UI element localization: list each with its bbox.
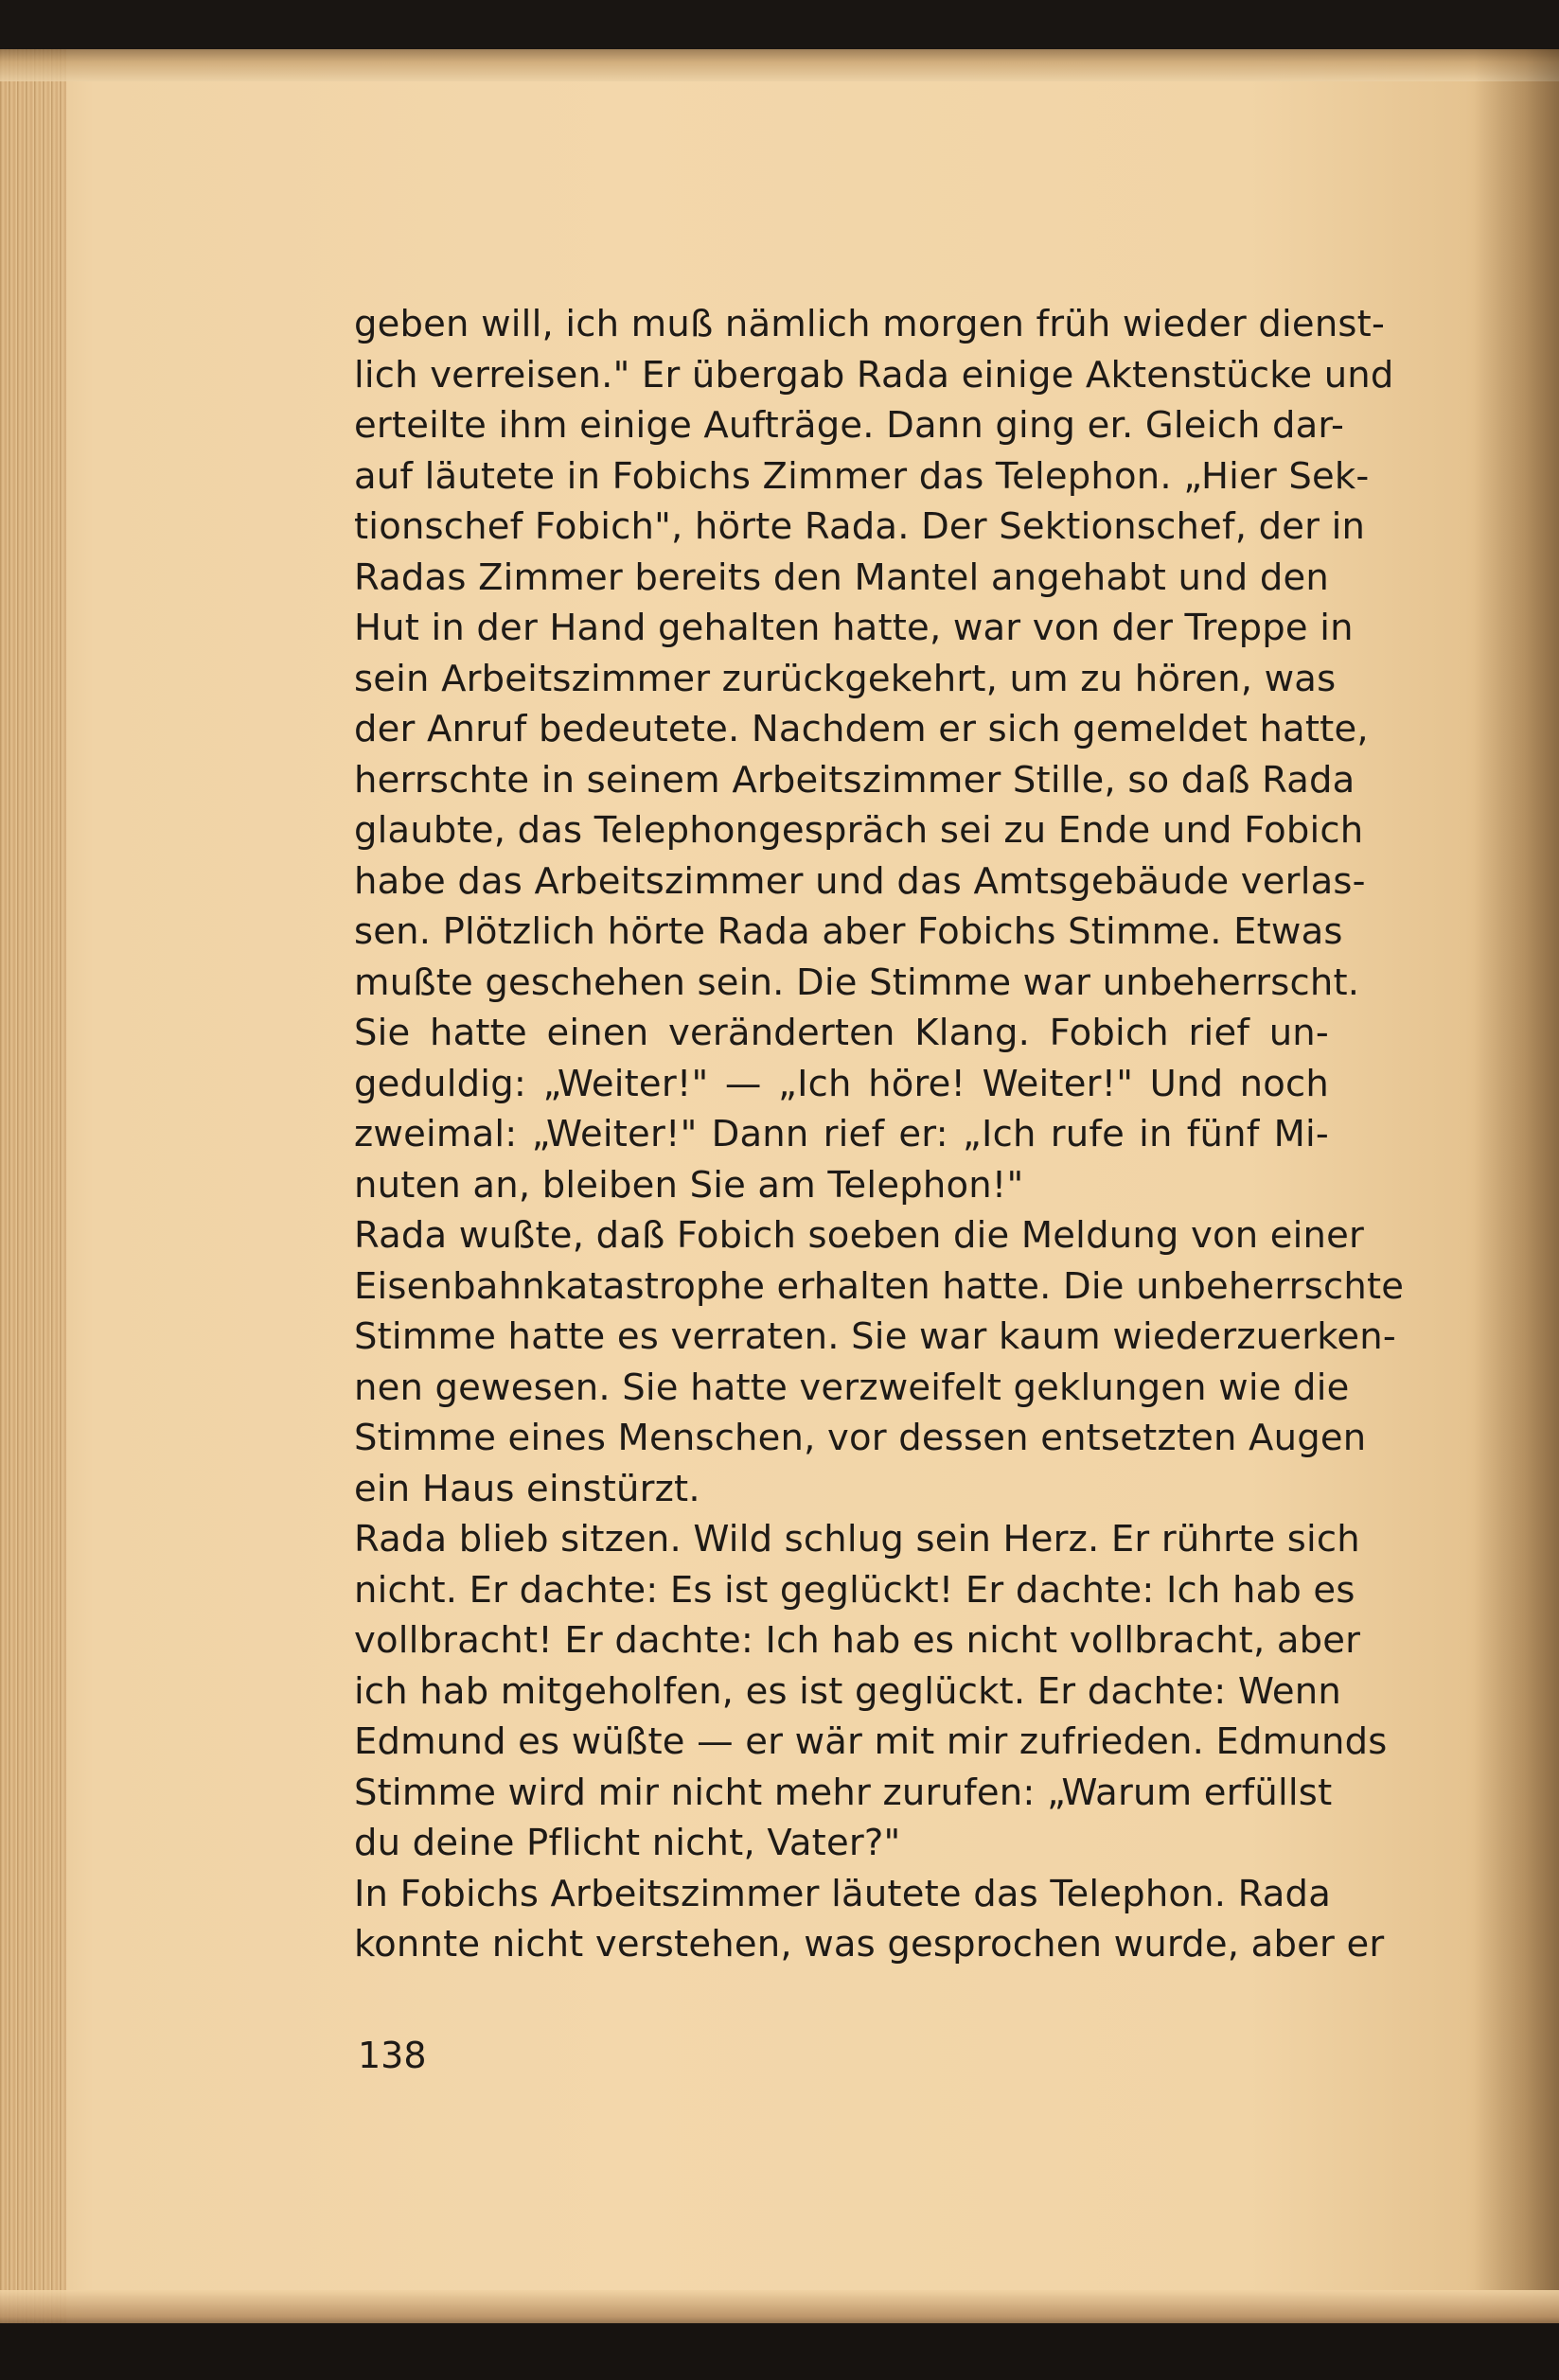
text-line: Rada wußte, daß Fobich soeben die Meldung von einer [354, 1214, 1365, 1257]
text-line: der Anruf bedeutete. Nachdem er sich gemeldet hatte, [354, 708, 1369, 750]
text-line: Rada blieb sitzen. Wild schlug sein Herz. Er rührte sich [354, 1518, 1360, 1560]
page-bottom-shadow [0, 2290, 1559, 2328]
text-line: nicht. Er dachte: Es ist geglückt! Er dachte: Ich hab es [354, 1568, 1355, 1612]
text-line: nuten an, bleiben Sie am Telephon!" [354, 1163, 1024, 1207]
text-line: Radas Zimmer bereits den Mantel angehabt und den [354, 555, 1329, 599]
text-line: mußte geschehen sein. Die Stimme war unbeherrscht. [354, 961, 1360, 1004]
page-number: 138 [358, 2035, 427, 2076]
text-line: Stimme hatte es verraten. Sie war kaum wiederzuerken- [354, 1315, 1396, 1358]
body-text [354, 299, 1405, 1970]
text-line: erteilte ihm einige Aufträge. Dann ging er. Gleich dar- [354, 404, 1345, 447]
text-line: zweimal: „Weiter!" Dann rief er: „Ich rufe in fünf Mi- [354, 1113, 1329, 1155]
text-line: Hut in der Hand gehalten hatte, war von der Treppe in [354, 607, 1354, 649]
text-line: Edmund es wüßte — er wär mit mir zufrieden. Edmunds [354, 1720, 1388, 1763]
text-line: sen. Plötzlich hörte Rada aber Fobichs Stimme. Etwas [354, 910, 1343, 953]
text-line: auf läutete in Fobichs Zimmer das Telephon. „Hier Sek- [354, 454, 1370, 498]
text-line: nen gewesen. Sie hatte verzweifelt geklungen wie die [354, 1366, 1350, 1409]
text-line: In Fobichs Arbeitszimmer läutete das Telephon. Rada [354, 1872, 1331, 1915]
text-line: geben will, ich muß nämlich morgen früh wieder dienst- [354, 303, 1386, 345]
text-line: tionschef Fobich", hörte Rada. Der Sektionschef, der in [354, 505, 1366, 548]
text-line: vollbracht! Er dachte: Ich hab es nicht vollbracht, aber [354, 1619, 1361, 1662]
page-top-shadow [0, 49, 1559, 81]
text-line: Eisenbahnkatastrophe erhalten hatte. Die unbeherrschte [354, 1264, 1405, 1308]
text-line: herrschte in seinem Arbeitszimmer Stille, so daß Rada [354, 758, 1355, 802]
gutter-shadow [1474, 49, 1559, 2330]
text-line: glaubte, das Telephongespräch sei zu Ende und Fobich [354, 809, 1364, 852]
scan-top-border [0, 0, 1559, 55]
text-line: ich hab mitgeholfen, es ist geglückt. Er dachte: Wenn [354, 1669, 1342, 1713]
text-line: lich verreisen." Er übergab Rada einige Aktenstücke und [354, 353, 1394, 397]
text-line: sein Arbeitszimmer zurückgekehrt, um zu hören, was [354, 657, 1337, 700]
text-line: ein Haus einstürzt. [354, 1467, 700, 1510]
text-line: du deine Pflicht nicht, Vater?" [354, 1822, 901, 1864]
text-line: konnte nicht verstehen, was gesprochen wurde, aber er [354, 1923, 1385, 1966]
text-line: geduldig: „Weiter!" — „Ich höre! Weiter!" Und noch [354, 1062, 1329, 1105]
scan-bottom-border [0, 2323, 1559, 2380]
text-line: Sie hatte einen veränderten Klang. Fobich rief un- [354, 1012, 1329, 1054]
text-line: Stimme wird mir nicht mehr zurufen: „Warum erfüllst [354, 1771, 1333, 1814]
page-stack-edges [0, 49, 66, 2330]
text-line: Stimme eines Menschen, vor dessen entsetzten Augen [354, 1417, 1367, 1459]
text-line: habe das Arbeitszimmer und das Amtsgebäude verlas- [354, 859, 1366, 903]
